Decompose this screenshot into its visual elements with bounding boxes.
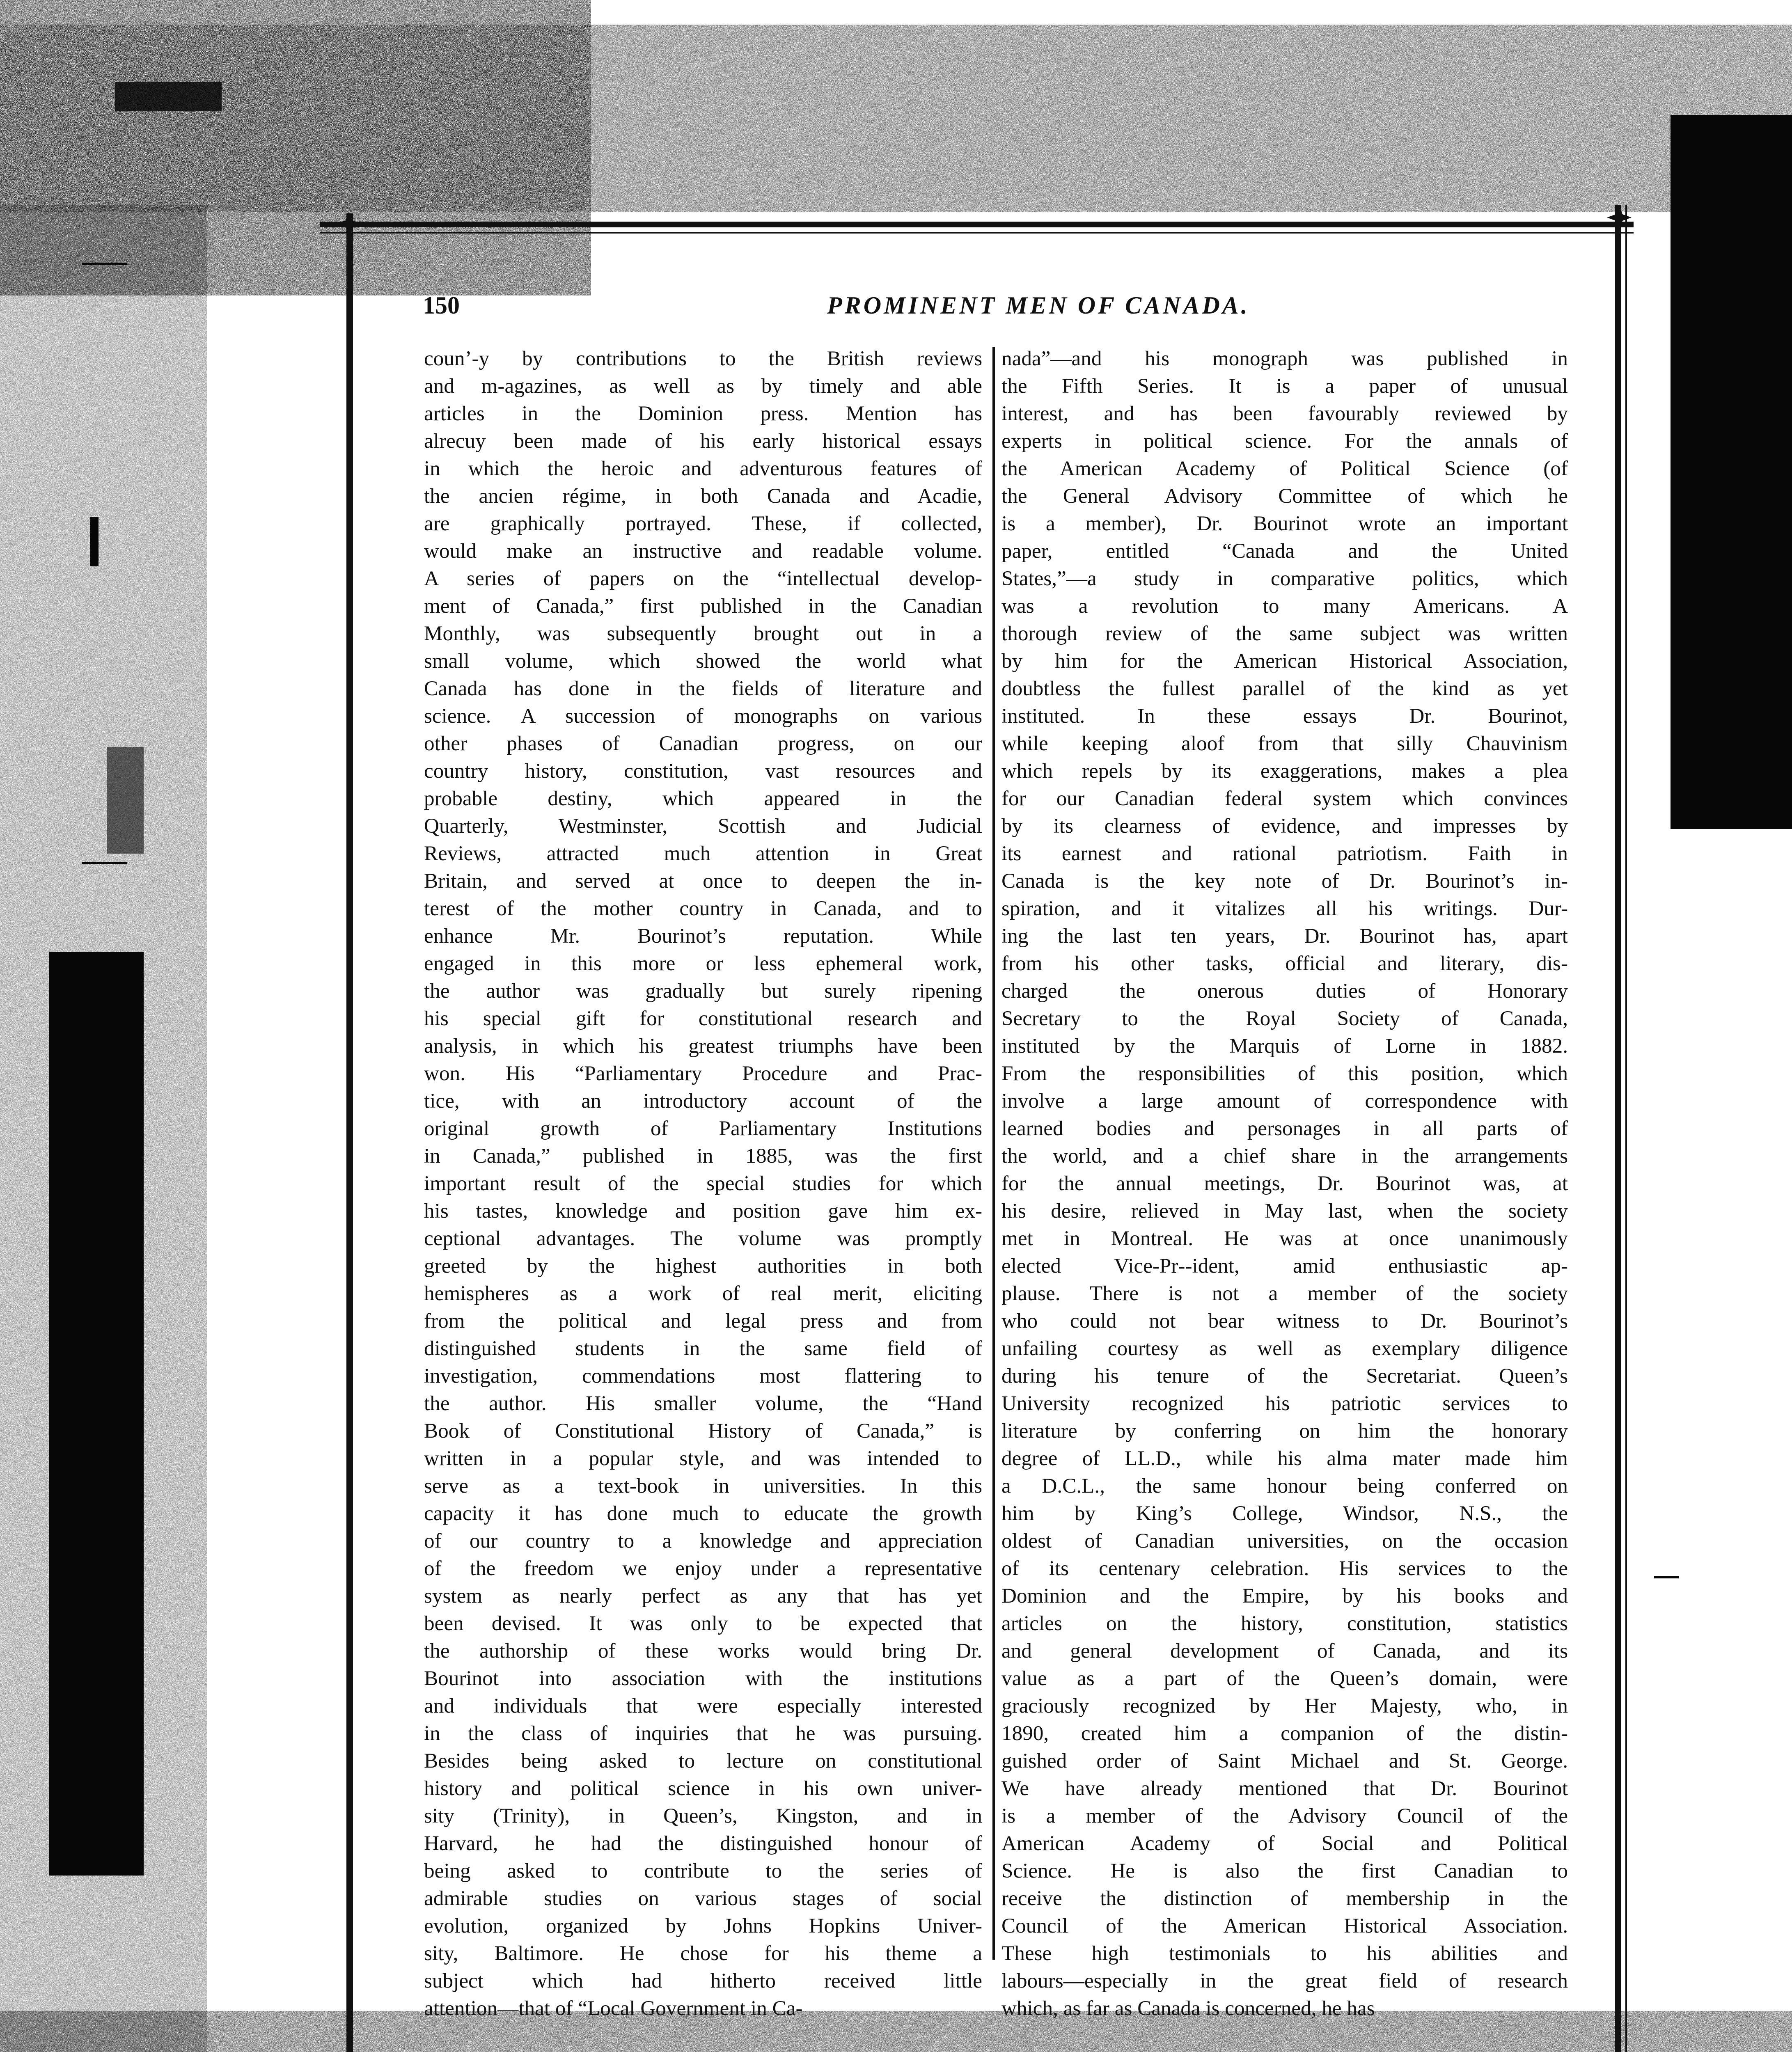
text-line: the American Academy of Political Science (of xyxy=(1001,457,1568,480)
text-line: and individuals that were especially interested xyxy=(424,1694,982,1718)
text-line: in Canada,” published in 1885, was the first xyxy=(424,1144,982,1168)
text-line: Britain, and served at once to deepen the in- xyxy=(424,869,982,893)
text-line: learned bodies and personages in all parts of xyxy=(1001,1117,1568,1140)
text-line: won. His “Parliamentary Procedure and Prac- xyxy=(424,1062,982,1085)
text-line: interest, and has been favourably reviewed by xyxy=(1001,402,1568,425)
column-divider xyxy=(992,347,995,1960)
page-number: 150 xyxy=(423,292,460,319)
text-line: important result of the special studies for which xyxy=(424,1172,982,1195)
text-line: and m‑agazines, as well as by timely and able xyxy=(424,374,982,398)
text-line: labours—especially in the great field of research xyxy=(1001,1969,1568,1992)
text-line: Science. He is also the first Canadian to xyxy=(1001,1859,1568,1883)
text-line: a D.C.L., the same honour being conferred on xyxy=(1001,1474,1568,1498)
text-line: subject which had hitherto received little xyxy=(424,1969,982,1992)
text-line: met in Montreal. He was at once unanimously xyxy=(1001,1227,1568,1250)
text-line: We have already mentioned that Dr. Bourinot xyxy=(1001,1777,1568,1800)
text-line: in which the heroic and adventurous features of xyxy=(424,457,982,480)
text-line: which repels by its exaggerations, makes a plea xyxy=(1001,759,1568,783)
text-line: Book of Constitutional History of Canada,” is xyxy=(424,1419,982,1443)
text-line: the ancien régime, in both Canada and Acadie, xyxy=(424,484,982,508)
text-line: while keeping aloof from that silly Chauvinism xyxy=(1001,732,1568,755)
text-line: coun’‑y by contributions to the British reviews xyxy=(424,347,982,370)
text-line: capacity it has done much to educate the growth xyxy=(424,1502,982,1525)
text-line: articles on the history, constitution, statistics xyxy=(1001,1612,1568,1635)
text-line: is a member of the Advisory Council of the xyxy=(1001,1804,1568,1828)
text-line: in the class of inquiries that he was pursuing. xyxy=(424,1722,982,1745)
text-line: plause. There is not a member of the society xyxy=(1001,1282,1568,1305)
text-line: value as a part of the Queen’s domain, were xyxy=(1001,1667,1568,1690)
text-line: graciously recognized by Her Majesty, who, in xyxy=(1001,1694,1568,1718)
text-line: being asked to contribute to the series of xyxy=(424,1859,982,1883)
text-line: the world, and a chief share in the arrangements xyxy=(1001,1144,1568,1168)
text-line: Quarterly, Westminster, Scottish and Judicial xyxy=(424,814,982,838)
text-line: country history, constitution, vast resources and xyxy=(424,759,982,783)
text-line: would make an instructive and readable volume. xyxy=(424,539,982,563)
text-line: history and political science in his own univer- xyxy=(424,1777,982,1800)
text-line: small volume, which showed the world what xyxy=(424,649,982,673)
text-line: science. A succession of monographs on various xyxy=(424,704,982,728)
text-line: Canada has done in the fields of literature and xyxy=(424,677,982,700)
text-line: by its clearness of evidence, and impresses by xyxy=(1001,814,1568,838)
text-line: of our country to a knowledge and appreciation xyxy=(424,1529,982,1553)
text-line: These high testimonials to his abilities and xyxy=(1001,1942,1568,1965)
text-line: unfailing courtesy as well as exemplary diligence xyxy=(1001,1337,1568,1360)
scan-edge-mark-top-left xyxy=(115,82,222,111)
text-line: him by King’s College, Windsor, N.S., the xyxy=(1001,1502,1568,1525)
text-line: sity (Trinity), in Queen’s, Kingston, and in xyxy=(424,1804,982,1828)
scan-edge-bar-right xyxy=(1671,115,1792,829)
text-line: is a member), Dr. Bourinot wrote an important xyxy=(1001,512,1568,535)
frame-right-rule xyxy=(1615,205,1621,2052)
text-line: the author was gradually but surely ripening xyxy=(424,979,982,1003)
text-line: greeted by the highest authorities in both xyxy=(424,1254,982,1278)
text-line: during his tenure of the Secretariat. Queen’s xyxy=(1001,1364,1568,1388)
text-line: distinguished students in the same field of xyxy=(424,1337,982,1360)
text-line: spiration, and it vitalizes all his writings. Dur- xyxy=(1001,897,1568,920)
text-column-right xyxy=(1001,345,1568,2020)
text-line: sity, Baltimore. He chose for his theme a xyxy=(424,1942,982,1965)
frame-top-rule xyxy=(320,222,1634,227)
text-line: his desire, relieved in May last, when the society xyxy=(1001,1199,1568,1223)
text-line: terest of the mother country in Canada, and to xyxy=(424,897,982,920)
text-line: hemispheres as a work of real merit, eliciting xyxy=(424,1282,982,1305)
text-line: been devised. It was only to be expected that xyxy=(424,1612,982,1635)
frame-corner-ornament-top-left xyxy=(337,211,361,236)
text-line: Reviews, attracted much attention in Great xyxy=(424,842,982,865)
text-line: its earnest and rational patriotism. Faith in xyxy=(1001,842,1568,865)
page-header xyxy=(410,287,1666,332)
frame-top-rule-thin xyxy=(320,232,1634,234)
text-line: Secretary to the Royal Society of Canada, xyxy=(1001,1007,1568,1030)
text-line: original growth of Parliamentary Institutions xyxy=(424,1117,982,1140)
text-line: elected Vice-Pr‑‑ident, amid enthusiastic ap- xyxy=(1001,1254,1568,1278)
text-line: ment of Canada,” first published in the Canadian xyxy=(424,594,982,618)
text-line: ing the last ten years, Dr. Bourinot has, apart xyxy=(1001,924,1568,948)
text-line: and general development of Canada, and its xyxy=(1001,1639,1568,1663)
text-line: of its centenary celebration. His services to the xyxy=(1001,1557,1568,1580)
text-line: guished order of Saint Michael and St. George. xyxy=(1001,1749,1568,1773)
text-line: system as nearly perfect as any that has yet xyxy=(424,1584,982,1608)
text-line: other phases of Canadian progress, on our xyxy=(424,732,982,755)
text-line: oldest of Canadian universities, on the occasion xyxy=(1001,1529,1568,1553)
text-line: probable destiny, which appeared in the xyxy=(424,787,982,810)
text-line: which, as far as Canada is concerned, he has xyxy=(1001,1997,1375,2020)
text-line: University recognized his patriotic services to xyxy=(1001,1392,1568,1415)
text-line: degree of LL.D., while his alma mater made him xyxy=(1001,1447,1568,1470)
text-line: evolution, organized by Johns Hopkins Univer- xyxy=(424,1914,982,1937)
text-line: From the responsibilities of this position, which xyxy=(1001,1062,1568,1085)
text-line: Dominion and the Empire, by his books and xyxy=(1001,1584,1568,1608)
text-line: serve as a text-book in universities. In this xyxy=(424,1474,982,1498)
frame-left-rule xyxy=(346,213,353,2052)
text-line: who could not bear witness to Dr. Bourinot’s xyxy=(1001,1309,1568,1333)
text-line: Harvard, he had the distinguished honour of xyxy=(424,1832,982,1855)
text-line: literature by conferring on him the honorary xyxy=(1001,1419,1568,1443)
text-line: of the freedom we enjoy under a representative xyxy=(424,1557,982,1580)
text-line: tice, with an introductory account of the xyxy=(424,1089,982,1113)
text-line: articles in the Dominion press. Mention has xyxy=(424,402,982,425)
text-line: instituted. In these essays Dr. Bourinot, xyxy=(1001,704,1568,728)
text-line: 1890, created him a companion of the distin- xyxy=(1001,1722,1568,1745)
text-line: the General Advisory Committee of which he xyxy=(1001,484,1568,508)
text-line: was a revolution to many Americans. A xyxy=(1001,594,1568,618)
text-line: analysis, in which his greatest triumphs have been xyxy=(424,1034,982,1058)
text-line: instituted by the Marquis of Lorne in 1882. xyxy=(1001,1034,1568,1058)
scan-edge-bar-left xyxy=(49,952,144,1876)
frame-corner-ornament-top-right xyxy=(1607,205,1632,230)
text-line: nada”—and his monograph was published in xyxy=(1001,347,1568,370)
frame-right-rule-thin xyxy=(1625,205,1627,2052)
text-line: American Academy of Social and Political xyxy=(1001,1832,1568,1855)
text-line: A series of papers on the “intellectual develop- xyxy=(424,567,982,590)
text-line: Council of the American Historical Association. xyxy=(1001,1914,1568,1937)
scan-edge-mark-left-2 xyxy=(82,862,127,864)
text-line: the Fifth Series. It is a paper of unusual xyxy=(1001,374,1568,398)
text-line: written in a popular style, and was intended to xyxy=(424,1447,982,1470)
text-line: experts in political science. For the annals of xyxy=(1001,429,1568,453)
scan-edge-mark-left-3 xyxy=(90,517,99,566)
scan-edge-mark-left-4 xyxy=(107,747,144,854)
text-line: the authorship of these works would bring Dr. xyxy=(424,1639,982,1663)
text-line: alrecuy been made of his early historical essays xyxy=(424,429,982,453)
text-line: are graphically portrayed. These, if collected, xyxy=(424,512,982,535)
scan-noise-top xyxy=(0,0,1792,246)
text-line: attention—that of “Local Government in Ca- xyxy=(424,1997,803,2020)
text-line: from the political and legal press and from xyxy=(424,1309,982,1333)
text-line: the author. His smaller volume, the “Hand xyxy=(424,1392,982,1415)
text-line: engaged in this more or less ephemeral work, xyxy=(424,952,982,975)
text-line: States,”—a study in comparative politics, which xyxy=(1001,567,1568,590)
text-line: for the annual meetings, Dr. Bourinot was, at xyxy=(1001,1172,1568,1195)
text-line: by him for the American Historical Association, xyxy=(1001,649,1568,673)
scan-edge-mark-left-1 xyxy=(82,263,127,265)
text-line: his special gift for constitutional research and xyxy=(424,1007,982,1030)
text-line: Bourinot into association with the institutions xyxy=(424,1667,982,1690)
text-column-left xyxy=(424,345,982,2020)
text-line: ceptional advantages. The volume was promptly xyxy=(424,1227,982,1250)
text-line: for our Canadian federal system which convinces xyxy=(1001,787,1568,810)
text-line: from his other tasks, official and literary, dis- xyxy=(1001,952,1568,975)
text-line: Besides being asked to lecture on constitutional xyxy=(424,1749,982,1773)
text-line: doubtless the fullest parallel of the kind as yet xyxy=(1001,677,1568,700)
text-line: receive the distinction of membership in the xyxy=(1001,1887,1568,1910)
text-line: investigation, commendations most flattering to xyxy=(424,1364,982,1388)
text-line: paper, entitled “Canada and the United xyxy=(1001,539,1568,563)
text-line: his tastes, knowledge and position gave him ex- xyxy=(424,1199,982,1223)
text-line: involve a large amount of correspondence with xyxy=(1001,1089,1568,1113)
text-line: admirable studies on various stages of social xyxy=(424,1887,982,1910)
text-line: thorough review of the same subject was written xyxy=(1001,622,1568,645)
text-line: Monthly, was subsequently brought out in a xyxy=(424,622,982,645)
scan-edge-mark-right-1 xyxy=(1654,1576,1679,1578)
text-line: enhance Mr. Bourinot’s reputation. While xyxy=(424,924,982,948)
text-line: charged the onerous duties of Honorary xyxy=(1001,979,1568,1003)
running-title: PROMINENT MEN OF CANADA. xyxy=(827,292,1250,319)
text-line: Canada is the key note of Dr. Bourinot’s in- xyxy=(1001,869,1568,893)
